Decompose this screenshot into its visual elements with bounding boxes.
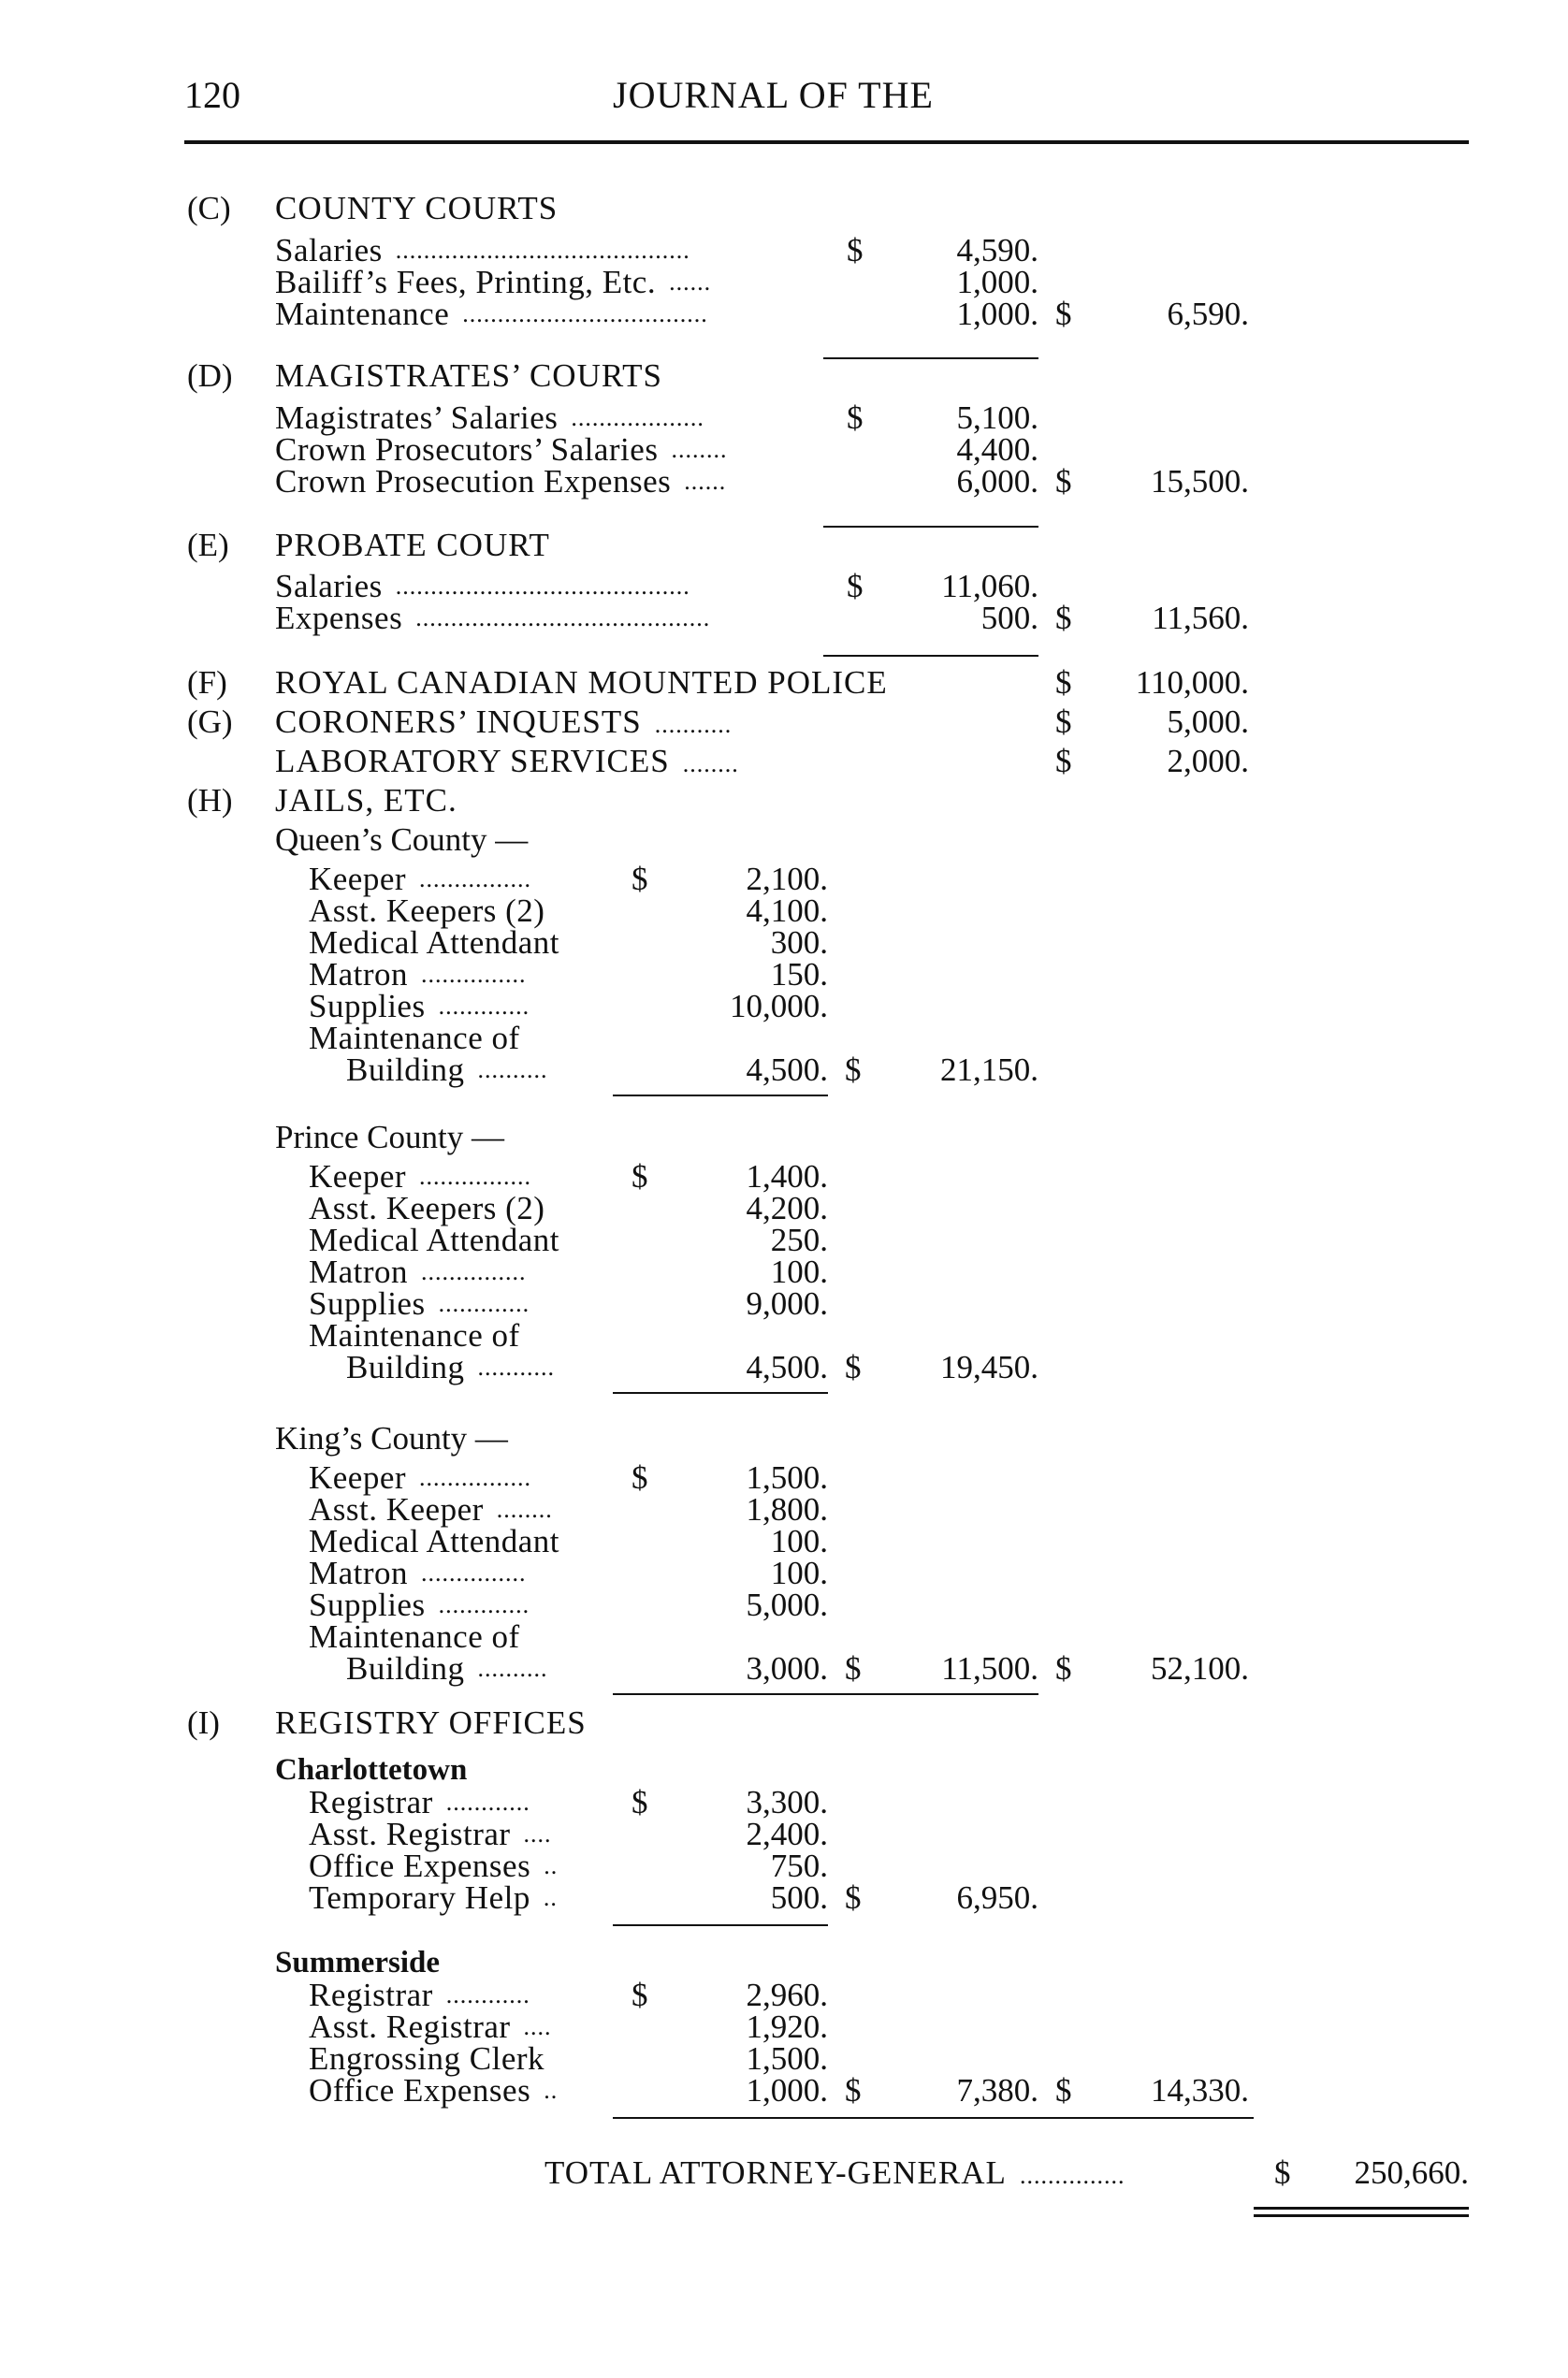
row-label: Registrar [309,1784,433,1820]
amount: 2,100. [746,861,828,897]
leader-dots: ............... [421,961,527,988]
table-row [346,1349,617,1386]
summerside-title: Summerside [275,1946,440,1979]
amount: 100. [770,1555,828,1591]
section-letter-f: (F) [187,664,227,701]
row-label: Maintenance of [309,1317,520,1354]
row-label: Matron [309,1555,409,1591]
table-row [346,1650,617,1688]
leader-dots: .. [544,1852,559,1879]
amount: 1,000. [956,296,1038,332]
grand-total-row [544,2154,1125,2195]
table-row [309,1879,617,1917]
table-row [275,463,816,500]
leader-dots: ........... [477,1354,556,1381]
amount: 1,920. [746,2008,828,2045]
leader-dots: ........... [654,711,733,738]
leader-dots: .......................................... [395,573,690,600]
amount: 750. [770,1848,828,1884]
running-title: JOURNAL OF THE [613,74,934,116]
county-subtotal: 21,150. [940,1051,1038,1088]
county-subtotal: 19,450. [940,1349,1038,1385]
amount: 1,500. [746,1459,828,1496]
leader-dots: ............ [445,1981,530,2008]
currency-sign: $ [1274,2154,1291,2191]
subtotal-rule [613,1693,1038,1695]
amount: 1,500. [746,2040,828,2077]
subtotal-rule [823,655,1038,657]
row-label: Matron [309,956,409,993]
leader-dots: .......... [477,1056,548,1083]
row-label: Building [346,1349,465,1385]
row-label: Matron [309,1254,409,1290]
currency-sign: $ [845,1650,862,1687]
office-subtotal: 7,380. [956,2072,1038,2109]
amount: 250. [770,1222,828,1258]
leader-dots: .......................................... [395,237,690,264]
page-number: 120 [184,74,240,116]
currency-sign: $ [845,1349,862,1385]
leader-dots: .. [543,1884,558,1911]
amount: 150. [770,956,828,993]
row-label: Salaries [275,568,383,604]
amount: 3,000. [746,1650,828,1687]
amount: 100. [770,1254,828,1290]
amount: 5,000. [746,1587,828,1623]
currency-sign: $ [632,861,648,897]
row-label: Keeper [309,1158,407,1195]
leader-dots: ...... [684,468,727,495]
header-rule [184,140,1469,144]
row-label: Supplies [309,1587,426,1623]
amount: 6,000. [956,463,1038,500]
subtotal-rule [613,1924,828,1926]
section-letter-d: (D) [187,357,233,394]
row-label: Medical Attendant [309,924,560,961]
row-label: Magistrates’ Salaries [275,399,559,436]
currency-sign: $ [632,1459,648,1496]
leader-dots: ............. [438,1290,530,1317]
row-label: Bailiff’s Fees, Printing, Etc. [275,264,657,300]
row-label: Engrossing Clerk [309,2040,545,2077]
row-label: Crown Prosecution Expenses [275,463,672,500]
section-letter-c: (C) [187,190,231,226]
leader-dots: .... [523,1820,552,1848]
row-label: Keeper [309,1459,407,1496]
heading-text: CORONERS’ INQUESTS [275,703,642,740]
currency-sign: $ [847,232,864,268]
currency-sign: $ [632,1784,648,1820]
subtotal-rule [613,1392,828,1394]
grand-total-amount: 250,660. [1354,2154,1469,2191]
double-rule-top [1254,2207,1469,2210]
amount: 4,400. [956,431,1038,468]
subtotal-rule [613,1095,828,1096]
amount: 10,000. [730,988,828,1024]
leader-dots: ............ [445,1789,530,1816]
row-label: Asst. Registrar [309,1816,511,1852]
heading-text: LABORATORY SERVICES [275,743,670,779]
row-label: Keeper [309,861,407,897]
office-subtotal: 6,950. [956,1879,1038,1916]
currency-sign: $ [1055,664,1072,701]
row-label: Building [346,1051,465,1088]
row-label: Expenses [275,600,403,636]
amount: 2,400. [746,1816,828,1852]
leader-dots: ............... [421,1258,527,1285]
kings-county-title: King’s County — [275,1420,508,1457]
leader-dots: ................ [419,865,532,892]
row-label: Salaries [275,232,383,268]
row-label: Maintenance of [309,1020,520,1056]
amount: 2,960. [746,1977,828,2013]
prince-county-title: Prince County — [275,1119,504,1155]
amount: 1,000. [956,264,1038,300]
section-total: 15,500. [1151,463,1249,500]
leader-dots: ............... [1019,2162,1125,2189]
amount: 4,500. [746,1051,828,1088]
row-label: Supplies [309,1285,426,1322]
leader-dots: ........ [682,750,739,777]
leader-dots: ........ [496,1496,553,1523]
currency-sign: $ [1055,703,1072,740]
section-total: 52,100. [1151,1650,1249,1687]
amount: 500. [770,1879,828,1916]
leader-dots: ................ [419,1163,532,1190]
queens-county-title: Queen’s County — [275,821,529,858]
row-label: Asst. Keepers (2) [309,892,545,929]
amount: 4,100. [746,892,828,929]
section-letter-g: (G) [187,703,233,740]
section-letter-i: (I) [187,1704,220,1741]
leader-dots: ........ [671,436,728,463]
amount: 4,590. [956,232,1038,268]
currency-sign: $ [845,2072,862,2109]
row-label: Building [346,1650,465,1687]
row-label: Supplies [309,988,426,1024]
leader-dots: ................... [571,404,704,431]
double-rule-bottom [1254,2214,1469,2217]
currency-sign: $ [1055,743,1072,779]
table-row [275,296,816,333]
leader-dots: .......................................... [415,604,711,631]
amount: 5,100. [956,399,1038,436]
section-heading-f: ROYAL CANADIAN MOUNTED POLICE [275,664,888,701]
amount: 3,300. [746,1784,828,1820]
section-total: 110,000. [1135,664,1249,701]
row-label: Maintenance of [309,1618,520,1655]
amount: 4,200. [746,1190,828,1226]
amount: 9,000. [746,1285,828,1322]
amount: 300. [770,924,828,961]
currency-sign: $ [845,1879,862,1916]
leader-dots: .......... [477,1655,548,1682]
amount: 1,000. [746,2072,828,2109]
currency-sign: $ [1055,2072,1072,2109]
amount: 1,400. [746,1158,828,1195]
row-label: Temporary Help [309,1879,530,1916]
row-label: Office Expenses [309,2072,531,2109]
currency-sign: $ [845,1051,862,1088]
amount: 4,500. [746,1349,828,1385]
leader-dots: ............. [438,993,530,1020]
amount: 100. [770,1523,828,1559]
section-heading-lab [275,743,739,783]
currency-sign: $ [1055,296,1072,332]
leader-dots: ...... [669,268,712,296]
row-label: Asst. Registrar [309,2008,511,2045]
row-label: Crown Prosecutors’ Salaries [275,431,659,468]
section-total: 11,560. [1152,600,1249,636]
table-row [275,600,816,637]
section-heading-c: COUNTY COURTS [275,190,559,226]
leader-dots: .... [523,2013,552,2040]
section-heading-i: REGISTRY OFFICES [275,1704,587,1741]
leader-dots: .. [544,2077,559,2104]
section-total: 6,590. [1167,296,1249,332]
leader-dots: ............... [421,1559,527,1587]
row-label: Registrar [309,1977,433,2013]
section-heading-e: PROBATE COURT [275,527,550,563]
amount: 11,060. [941,568,1038,604]
section-letter-e: (E) [187,527,229,563]
subtotal-rule [823,526,1038,528]
currency-sign: $ [847,568,864,604]
row-label: Office Expenses [309,1848,531,1884]
charlottetown-title: Charlottetown [275,1753,468,1787]
currency-sign: $ [1055,600,1072,636]
section-heading-d: MAGISTRATES’ COURTS [275,357,662,394]
amount: 500. [980,600,1038,636]
section-total: 2,000. [1167,743,1249,779]
currency-sign: $ [1055,463,1072,500]
grand-total-label: TOTAL ATTORNEY-GENERAL [544,2154,1007,2191]
section-total: 5,000. [1167,703,1249,740]
subtotal-rule [613,2117,1254,2119]
currency-sign: $ [632,1977,648,2013]
row-label: Asst. Keeper [309,1491,484,1528]
currency-sign: $ [1055,1650,1072,1687]
row-label: Medical Attendant [309,1523,560,1559]
county-subtotal: 11,500. [941,1650,1038,1687]
table-row [309,2072,617,2110]
currency-sign: $ [632,1158,648,1195]
leader-dots: ................ [419,1464,532,1491]
section-letter-h: (H) [187,782,233,819]
subtotal-rule [823,357,1038,359]
leader-dots: ................................... [462,300,708,327]
table-row [346,1051,617,1089]
leader-dots: ............. [438,1591,530,1618]
row-label: Asst. Keepers (2) [309,1190,545,1226]
section-total: 14,330. [1151,2072,1249,2109]
section-heading-h: JAILS, ETC. [275,782,457,819]
amount: 1,800. [746,1491,828,1528]
section-heading-g [275,703,732,744]
row-label: Maintenance [275,296,450,332]
row-label: Medical Attendant [309,1222,560,1258]
currency-sign: $ [847,399,864,436]
